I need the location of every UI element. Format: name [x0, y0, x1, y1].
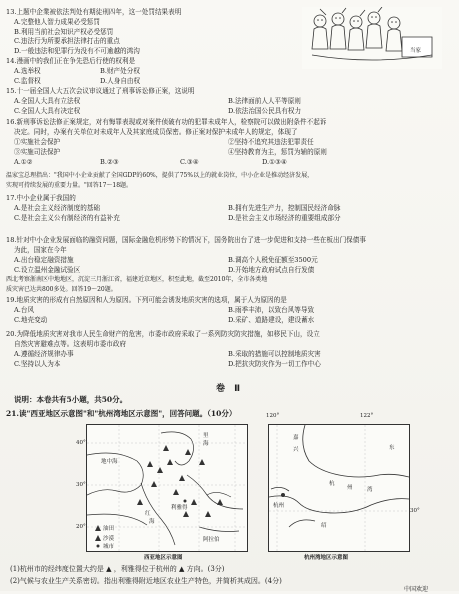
q13-line: C.违法行为所要承担法律打击的重点 — [14, 37, 120, 45]
sub-question-1: (1)杭州市的经纬度位置大约是 ▲ ，利雅得位于杭州的 ▲ 方向。(3分) — [10, 565, 225, 573]
q16-line: 16.新刑事诉讼法修正案规定，对有悔罪表现或对案件侦破有功的犯罪未成年人，检察院可以做出附条件不起诉 — [6, 118, 327, 126]
q14-line: D.人身自由权 — [100, 77, 141, 85]
q18-line: A.出台稳定融资措施 — [14, 256, 74, 264]
q16-line: C.③④ — [180, 158, 199, 166]
q14-line: A.选举权 — [14, 67, 41, 75]
q18-line: D.开始地方政府试点自行发债 — [228, 266, 315, 274]
q14-line: B.财产处分权 — [100, 67, 140, 75]
q18-line: 18.针对中小企业发展面临的融资问题，国际金融危机形势下的情况下，国务院出台了进一步促进和支持一些在板出门保债事 — [6, 236, 366, 244]
label-caspian-2: 海 — [203, 441, 209, 447]
label-caspian: 里 — [203, 433, 209, 439]
label-bay-2: 州 — [347, 485, 353, 491]
stem-17-18-cont: 实现可持续发展的重要力量。"回答17～18题。 — [6, 182, 133, 189]
q17-line: D.是社会主义市场经济的重要组成部分 — [228, 214, 341, 222]
legend-desert: 沙漠 — [103, 536, 115, 542]
volume-2-heading: 卷 Ⅱ — [215, 384, 244, 394]
cartoon-sign: 当家 — [410, 48, 422, 54]
lon-122: 122° — [360, 413, 374, 419]
q19-line: 19.地质灾害的形成有自然原因和人为原因。下列可能会诱发地质灾害的选项，属于人为原因的是 — [6, 296, 287, 304]
q13-line: B.利用当前社会知识产权必受惩罚 — [14, 28, 114, 36]
sub-question-2: (2)气候与农业生产关系密切。指出利雅得附近地区农业生产特色，并简析其成因。(4分) — [10, 577, 282, 585]
q14-line: C.监督权 — [14, 77, 41, 85]
sub-question-2-tail: 中国欢迎 — [404, 586, 429, 593]
stem-19-20-cont: 质灾害已达共800多处。回答19～20题。 — [6, 286, 117, 293]
label-jia: 嘉 — [293, 435, 299, 441]
q18-line: 为此，国家在今年 — [14, 246, 67, 254]
q16-line: ③实施司法保护 — [14, 148, 61, 156]
q20-line: A.遵循经济规律办事 — [14, 350, 74, 358]
label-bay-1: 杭 — [329, 481, 335, 487]
q16-line: A.①② — [14, 158, 33, 166]
q19-line: B.雨季丰沛，以致台风等导致 — [228, 306, 315, 314]
q20-line: D.把抗灾防灾作为一切工作中心 — [228, 360, 321, 368]
label-xing: 兴 — [293, 447, 299, 453]
legend-oil: 油田 — [103, 526, 115, 532]
hangzhou-bay-map — [268, 424, 410, 552]
q16-line: ②坚持不追究其违法犯罪责任 — [228, 138, 314, 146]
q19-line: C.地壳变动 — [14, 316, 48, 324]
q17-line: C.是社会主义公有制经济的有益补充 — [14, 214, 120, 222]
q13-line: 13.上题中企業被依法判处有期徒刑四年，这一处罚结果表明 — [6, 8, 182, 16]
q16-line: 决定。同时，办案有关单位对未成年人及其家庭成员保密。修正案对保护未成年人的规定，体现了 — [14, 128, 298, 136]
label-riyadh: 利雅得 — [171, 505, 188, 511]
q19-line: A.台风 — [14, 306, 35, 314]
lat-40: 40° — [76, 440, 86, 446]
west-asia-caption: 西亚地区示意图 — [144, 555, 183, 561]
q14-line: 14.漫画中的我们正在争先恐后行使的权利是 — [6, 57, 136, 65]
lat-30-b: 30° — [410, 508, 420, 514]
label-red-sea: 红 — [145, 511, 151, 517]
question-21: 21.读"西亚地区示意图"和"杭州湾地区示意图"，回答问题。（10分） — [6, 409, 237, 418]
q18-line: C.设立温州金融试验区 — [14, 266, 81, 274]
cartoon-illustration — [302, 7, 442, 69]
lon-120: 120° — [266, 413, 280, 419]
q17-line: 17.中小企业属于我国的 — [6, 194, 76, 202]
q19-line: D.采矿、道路建设，建设蓄水 — [228, 316, 315, 324]
q15-line: B.法律面前人人平等原则 — [228, 97, 301, 105]
label-shao: 绍 — [321, 523, 327, 529]
q20-line: 20.为降低地质灾害对我市人民生命财产的危害，市委市政府采取了一系列防灾防灾措施，如移民下山，设立 — [6, 330, 320, 338]
q16-line: B.②③ — [100, 158, 119, 166]
q15-line: D.依法治国公民具有权力 — [228, 107, 302, 115]
q13-line: A.完整他人智力成果必受惩罚 — [14, 18, 100, 26]
lat-20: 20° — [76, 524, 86, 530]
label-arabian: 阿拉伯 — [203, 537, 220, 543]
label-hangzhou: 杭州 — [273, 503, 285, 509]
q13-line: D.一般违法和犯罪行为没有不可逾越的鸿沟 — [14, 47, 140, 55]
stem-17-18: 温家宝总理指出："我国中小企业贡献了全国GDP的60%，提供了75%以上的就业岗位，中小企业是推动经济发展， — [6, 172, 314, 179]
q16-line: ④坚持教育为主，惩罚为辅的原则 — [228, 148, 327, 156]
label-red-sea-2: 海 — [149, 519, 155, 525]
q15-line: C.全国人大具有决定权 — [14, 107, 81, 115]
label-bay-3: 湾 — [367, 487, 373, 493]
lat-30: 30° — [76, 482, 86, 488]
q16-line: D.①③④ — [262, 158, 287, 166]
q17-line: A.是社会主义经济制度的基础 — [14, 204, 100, 212]
hangzhou-bay-caption: 杭州湾地区示意图 — [304, 555, 349, 561]
volume-2-note: 说明：本卷共有5小题，共50分。 — [14, 395, 128, 404]
legend-city: 城市 — [103, 544, 115, 550]
q17-line: B.拥有先进生产力，控制国民经济命脉 — [228, 204, 341, 212]
q15-line: A.全国人大具有立法权 — [14, 97, 81, 105]
q15-line: 15.十一届全国人大五次会议审议通过了刑事诉讼修正案，这说明 — [6, 87, 195, 95]
q16-line: ①实施社会保护 — [14, 138, 61, 146]
q20-line: B.采取的措施可以控制地质灾害 — [228, 350, 321, 358]
q18-line: B.调高个人税免征额至3500元 — [228, 256, 318, 264]
west-asia-map — [86, 424, 248, 552]
label-sea: 东 — [389, 445, 395, 451]
q20-line: 自然灾害避难点等。这表明市委市政府 — [14, 340, 127, 348]
label-mediterranean: 地中海 — [101, 459, 118, 465]
q20-line: C.坚持以人为本 — [14, 360, 61, 368]
stem-19-20: 西北考察浙南区中地地区，沉淀三月浙江省，福建近京地区，积至此地，截至2010年，全市各类地 — [6, 276, 268, 283]
